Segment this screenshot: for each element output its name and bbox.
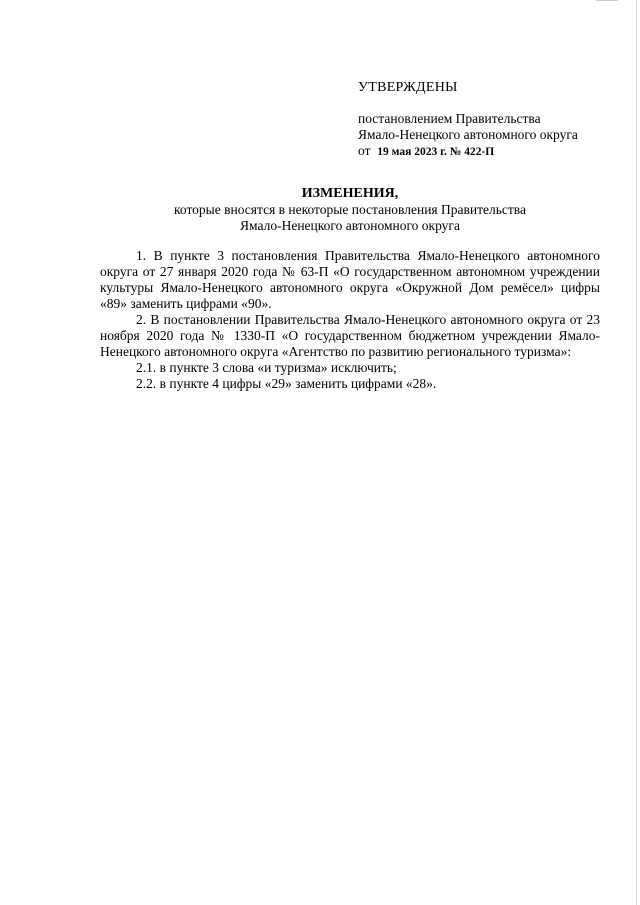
approval-block <box>358 80 608 160</box>
paragraph-2-1: 2.1. в пункте 3 слова «и туризма» исключить; <box>136 360 397 375</box>
page-edge-line <box>636 0 637 905</box>
document-title-block <box>100 186 600 234</box>
corner-mark <box>596 0 618 1</box>
document-body <box>100 248 600 392</box>
document-heading: ИЗМЕНЕНИЯ, <box>301 186 399 201</box>
approval-date-line <box>358 143 608 160</box>
paragraph-1: 1. В пункте 3 постановления Правительства Ямало-Ненецкого автономного округа от 27 января 2020 года № 63-П «О государственном автономном учреждении культуры Ямало-Ненецкого автономного округа «Окружной Дом ремёсел» цифры «89» заменить цифрами «90». <box>100 248 600 311</box>
approval-heading: УТВЕРЖДЕНЫ <box>358 80 458 95</box>
approval-date-prefix: от <box>358 143 371 158</box>
document-subtitle-line-1: которые вносятся в некоторые постановления Правительства <box>174 202 526 217</box>
approval-date-number: 19 мая 2023 г. № 422-П <box>377 146 495 158</box>
approval-line-2: Ямало-Ненецкого автономного округа <box>358 127 578 142</box>
paragraph-2: 2. В постановлении Правительства Ямало-Ненецкого автономного округа от 23 ноября 2020 года № 1330-П «О государственном бюджетном учреждении Ямало-Ненецкого автономного округа «Агентство по развитию регионального туризма»: <box>100 312 600 359</box>
document-subtitle-line-2: Ямало-Ненецкого автономного округа <box>240 218 460 233</box>
approval-line-1: постановлением Правительства <box>358 111 541 126</box>
paragraph-2-2: 2.2. в пункте 4 цифры «29» заменить цифрами «28». <box>136 376 437 391</box>
